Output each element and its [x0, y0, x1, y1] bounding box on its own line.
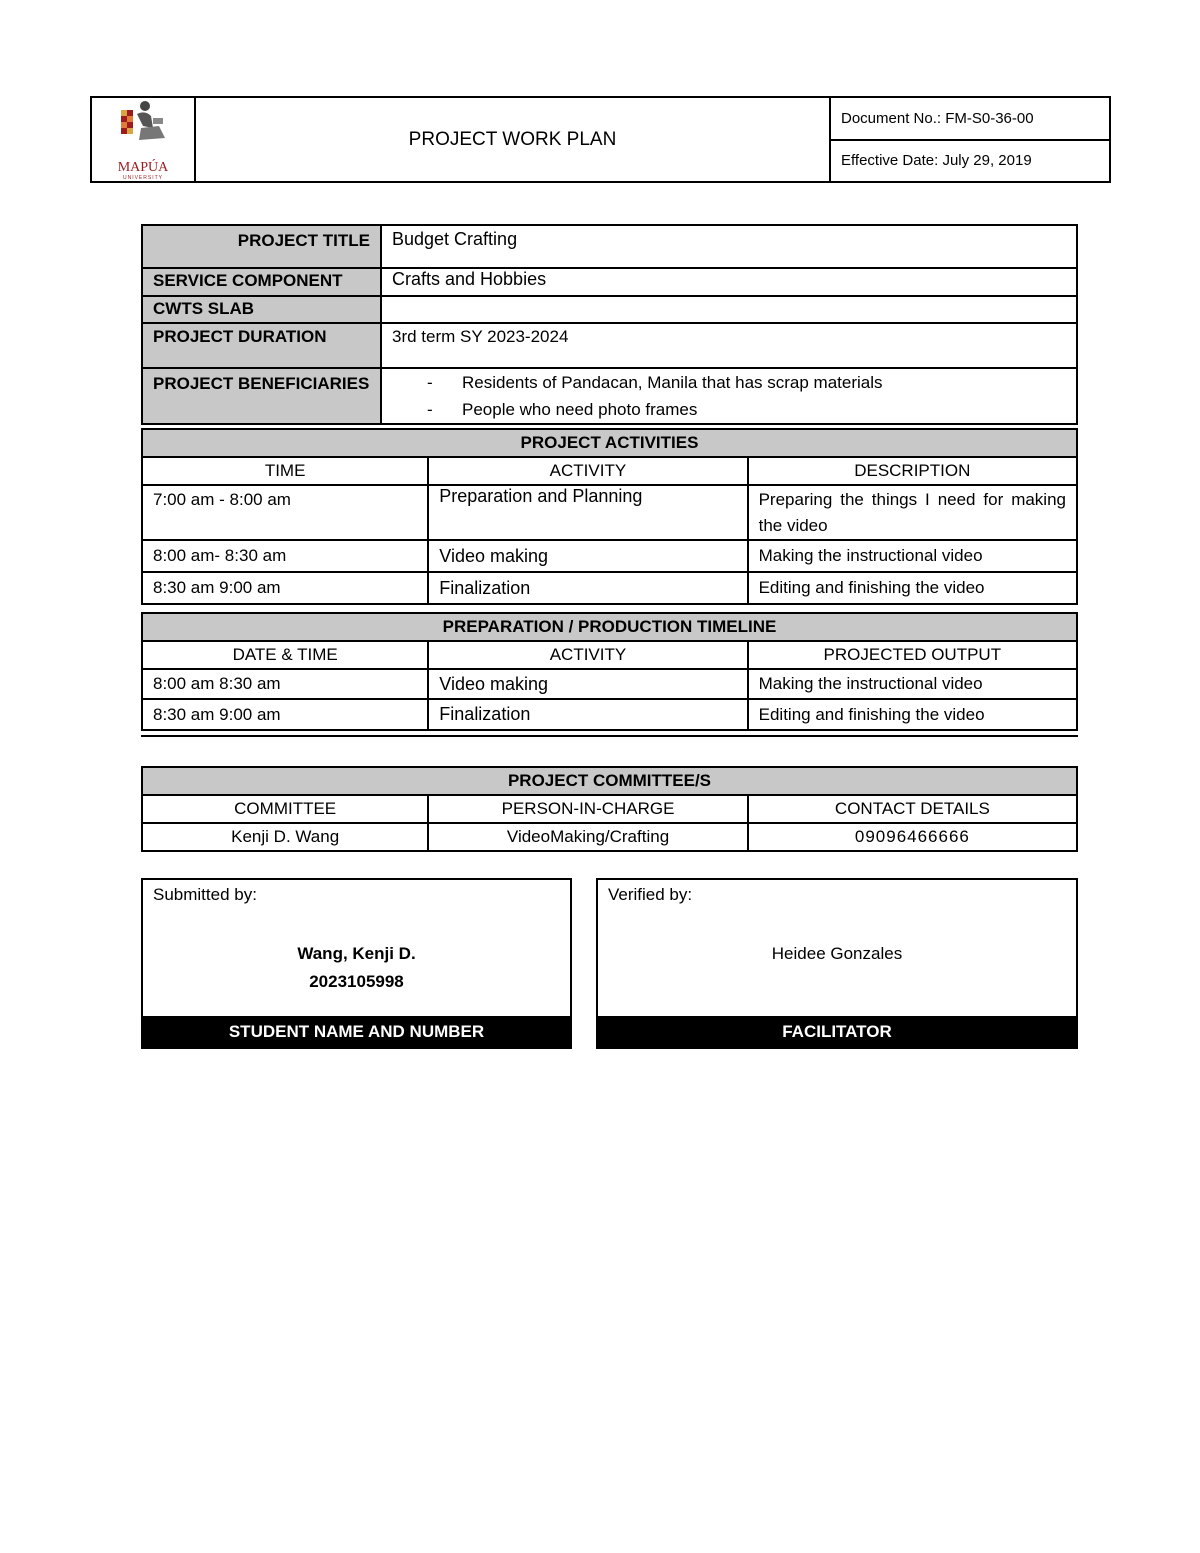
activity-cell: Finalization — [428, 572, 747, 604]
beneficiaries-list — [392, 369, 1066, 423]
facilitator-name: Heidee Gonzales — [771, 944, 903, 963]
facilitator-signature-block — [598, 940, 1076, 968]
beneficiaries-value — [381, 368, 1077, 424]
table-row — [142, 572, 1077, 604]
document-number: Document No.: FM-S0-36-00 — [830, 97, 1110, 140]
effective-date: Effective Date: July 29, 2019 — [830, 140, 1110, 183]
facilitator-footer: FACILITATOR — [598, 1016, 1076, 1047]
submitted-by-box — [141, 878, 572, 1049]
service-component-label: SERVICE COMPONENT — [142, 268, 381, 296]
column-header: ACTIVITY — [428, 641, 747, 669]
column-header: CONTACT DETAILS — [748, 795, 1077, 823]
column-header: PROJECTED OUTPUT — [748, 641, 1077, 669]
description-cell: Editing and finishing the video — [748, 572, 1077, 604]
project-info-table — [141, 224, 1078, 425]
logo-text: MAPÚA — [117, 160, 169, 175]
section-title: PREPARATION / PRODUCTION TIMELINE — [142, 613, 1077, 641]
cwts-slab-value — [381, 296, 1077, 323]
verified-by-box — [596, 878, 1078, 1049]
list-item: - Residents of Pandacan, Manila that has scrap materials — [427, 372, 883, 392]
project-duration-label: PROJECT DURATION — [142, 323, 381, 368]
project-duration-value: 3rd term SY 2023-2024 — [381, 323, 1077, 368]
column-header: PERSON-IN-CHARGE — [428, 795, 747, 823]
table-row — [142, 823, 1077, 851]
column-header: COMMITTEE — [142, 795, 428, 823]
verified-by-label: Verified by: — [608, 885, 693, 904]
student-name-number-footer: STUDENT NAME AND NUMBER — [143, 1016, 570, 1047]
project-committee-table — [141, 766, 1078, 852]
divider — [141, 735, 1078, 737]
student-name: Wang, Kenji D. — [297, 944, 416, 963]
section-title: PROJECT ACTIVITIES — [142, 429, 1077, 457]
time-cell: 8:30 am 9:00 am — [142, 572, 428, 604]
service-component-value: Crafts and Hobbies — [381, 268, 1077, 296]
production-timeline-table — [141, 612, 1078, 731]
table-row — [142, 485, 1077, 540]
description-cell: Making the instructional video — [748, 540, 1077, 572]
projected-output-cell: Making the instructional video — [748, 669, 1077, 699]
activity-cell: Video making — [428, 540, 747, 572]
beneficiary-text: Residents of Pandacan, Manila that has scrap materials — [462, 372, 883, 392]
time-cell: 8:00 am- 8:30 am — [142, 540, 428, 572]
beneficiary-text: People who need photo frames — [462, 399, 698, 419]
logo-cell — [91, 97, 195, 182]
time-cell: 7:00 am - 8:00 am — [142, 485, 428, 540]
column-header: TIME — [142, 457, 428, 485]
project-activities-table — [141, 428, 1078, 605]
column-header: DESCRIPTION — [748, 457, 1077, 485]
document-header — [90, 96, 1111, 183]
table-row — [142, 669, 1077, 699]
date-time-cell: 8:00 am 8:30 am — [142, 669, 428, 699]
mapua-logo-icon — [113, 98, 173, 164]
project-title-value: Budget Crafting — [381, 225, 1077, 268]
activity-cell: Finalization — [428, 699, 747, 730]
column-header: DATE & TIME — [142, 641, 428, 669]
submitted-by-label: Submitted by: — [153, 885, 257, 904]
date-time-cell: 8:30 am 9:00 am — [142, 699, 428, 730]
committee-cell: Kenji D. Wang — [142, 823, 428, 851]
student-number: 2023105998 — [309, 972, 404, 991]
person-in-charge-cell: VideoMaking/Crafting — [428, 823, 747, 851]
student-signature-block — [143, 940, 570, 996]
beneficiaries-label: PROJECT BENEFICIARIES — [142, 368, 381, 424]
cwts-slab-label: CWTS SLAB — [142, 296, 381, 323]
table-row — [142, 699, 1077, 730]
column-header: ACTIVITY — [428, 457, 747, 485]
contact-details-cell: 09096466666 — [748, 823, 1077, 851]
section-title: PROJECT COMMITTEE/S — [142, 767, 1077, 795]
description-cell: Preparing the things I need for making the video — [748, 485, 1077, 540]
table-row — [142, 540, 1077, 572]
logo-subtext: UNIVERSITY — [122, 175, 163, 181]
projected-output-cell: Editing and finishing the video — [748, 699, 1077, 730]
page-title: PROJECT WORK PLAN — [195, 97, 830, 182]
activity-cell: Video making — [428, 669, 747, 699]
list-item: - People who need photo frames — [427, 399, 698, 419]
project-title-label: PROJECT TITLE — [142, 225, 381, 268]
activity-cell: Preparation and Planning — [428, 485, 747, 540]
